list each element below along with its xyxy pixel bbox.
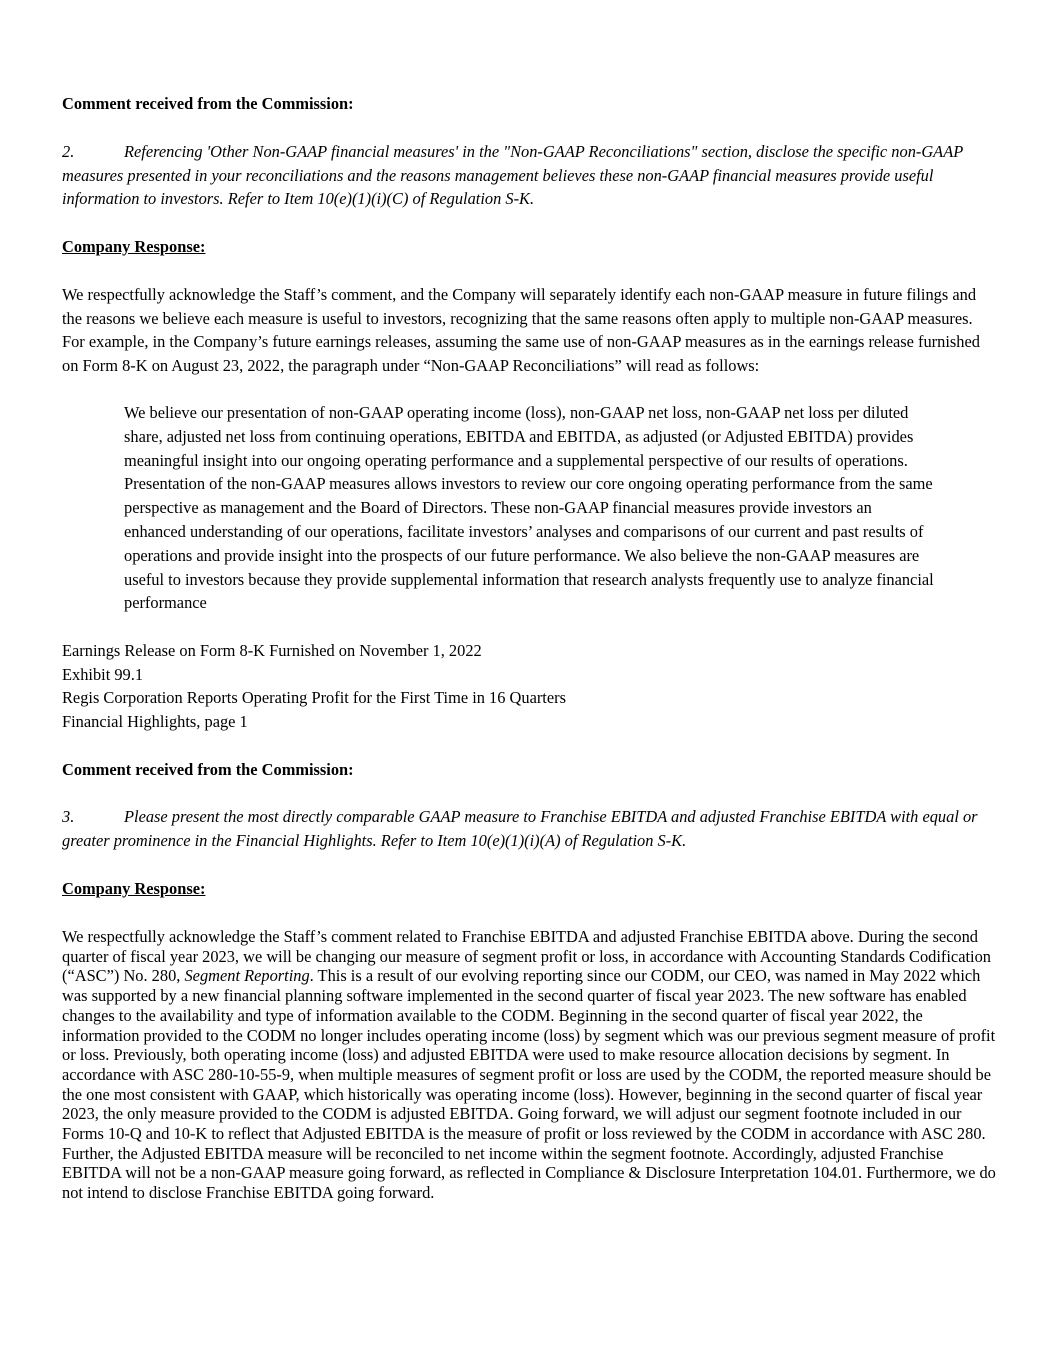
- filing-reference-line: Financial Highlights, page 1: [62, 711, 248, 731]
- response-heading-3: Company Response:: [62, 879, 206, 898]
- filing-reference-line: Regis Corporation Reports Operating Profit for the First Time in 16 Quarters: [62, 688, 566, 707]
- company-response-2: We respectfully acknowledge the Staff’s comment, and the Company will separately identify each non-GAAP measure in future filings and the reasons we believe each measure is useful to investors, recognizing that the same reasons often apply to multiple non-GAAP measures. For example, in the Company’s future earnings releases, assuming the same use of non-GAAP measures as in the earnings release furnished on Form 8-K on August 23, 2022, the paragraph under “Non-GAAP Reconciliations” will read as follows:: [62, 285, 980, 375]
- filing-reference-line: Exhibit 99.1: [62, 664, 144, 684]
- comment-text-2: Referencing 'Other Non-GAAP financial measures' in the "Non-GAAP Reconciliations" section, disclose the specific non-GAAP measures presented in your reconciliations and the reasons management believes these non-GAAP financial measures provide useful information to investors. Refer to Item 10(e)(1)(i)(C) of Regulation S-K.: [62, 142, 963, 208]
- quoted-paragraph: We believe our presentation of non-GAAP operating income (loss), non-GAAP net loss, non-GAAP net loss per diluted share, adjusted net loss from continuing operations, EBITDA and EBITDA, as adjusted (or Adjusted EBITDA) provides meaningful insight into our ongoing operating performance and a supplemental perspective of our results of operations. Presentation of the non-GAAP measures allows investors to review our core ongoing operating performance from the same perspective as management and the Board of Directors. These non-GAAP financial measures provide investors an enhanced understanding of our operations, facilitate investors’ analyses and comparisons of our current and past results of operations and provide insight into the prospects of our future performance. We also believe the non-GAAP measures are useful to investors because they provide supplemental information that research analysts frequently use to analyze financial performance: [124, 403, 934, 613]
- comment-heading-3: Comment received from the Commission:: [62, 760, 354, 779]
- response-text-italic: Segment Reporting: [184, 966, 310, 986]
- commission-comment-3: [62, 805, 997, 852]
- commission-comment-2: [62, 140, 997, 211]
- comment-heading-2: Comment received from the Commission:: [62, 94, 354, 113]
- filing-reference-line: Earnings Release on Form 8-K Furnished on November 1, 2022: [62, 641, 482, 660]
- response-text-part: We respectfully acknowledge the Staff’s comment related to Franchise EBITDA and adjusted Franchise EBITDA above. During the second quarter of fiscal year 2023, we will be changing our measure of segment profit or loss, in accordance with Accounting Standards Codification (“ASC”) No. 280,: [62, 927, 991, 986]
- comment-number-3: 3.: [62, 807, 75, 826]
- response-heading-2: Company Response:: [62, 237, 206, 256]
- response-text-part: . This is a result of our evolving reporting since our CODM, our CEO, was named in May 2022 which was supported by a new financial planning software implemented in the second quarter of fiscal year 2023. The new software has enabled changes to the availability and type of information available to the CODM. Beginning in the second quarter of fiscal year 2022, the information provided to the CODM no longer includes operating income (loss) by segment which was our previous segment measure of profit or loss. Previously, both operating income (loss) and adjusted EBITDA were used to make resource allocation decisions by segment. In accordance with ASC 280-10-55-9, when multiple measures of segment profit or loss are used by the CODM, the reported measure should be the one most consistent with GAAP, which historically was operating income (loss). However, beginning in the second quarter of fiscal year 2023, the only measure provided to the CODM is adjusted EBITDA. Going forward, we will adjust our segment footnote included in our Forms 10-Q and 10-K to reflect that Adjusted EBITDA is the measure of profit or loss reviewed by the CODM in accordance with ASC 280. Further, the Adjusted EBITDA measure will be reconciled to net income within the segment footnote. Accordingly, adjusted Franchise EBITDA will not be a non-GAAP measure going forward, as reflected in Compliance & Disclosure Interpretation 104.01. Furthermore, we do not intend to disclose Franchise EBITDA going forward.: [62, 966, 996, 1203]
- comment-number-2: 2.: [62, 142, 75, 161]
- company-response-3: [62, 927, 997, 1203]
- filing-reference: [62, 639, 997, 733]
- comment-text-3: Please present the most directly comparable GAAP measure to Franchise EBITDA and adjusted Franchise EBITDA with equal or greater prominence in the Financial Highlights. Refer to Item 10(e)(1)(i)(A) of Regulation S-K.: [62, 807, 978, 850]
